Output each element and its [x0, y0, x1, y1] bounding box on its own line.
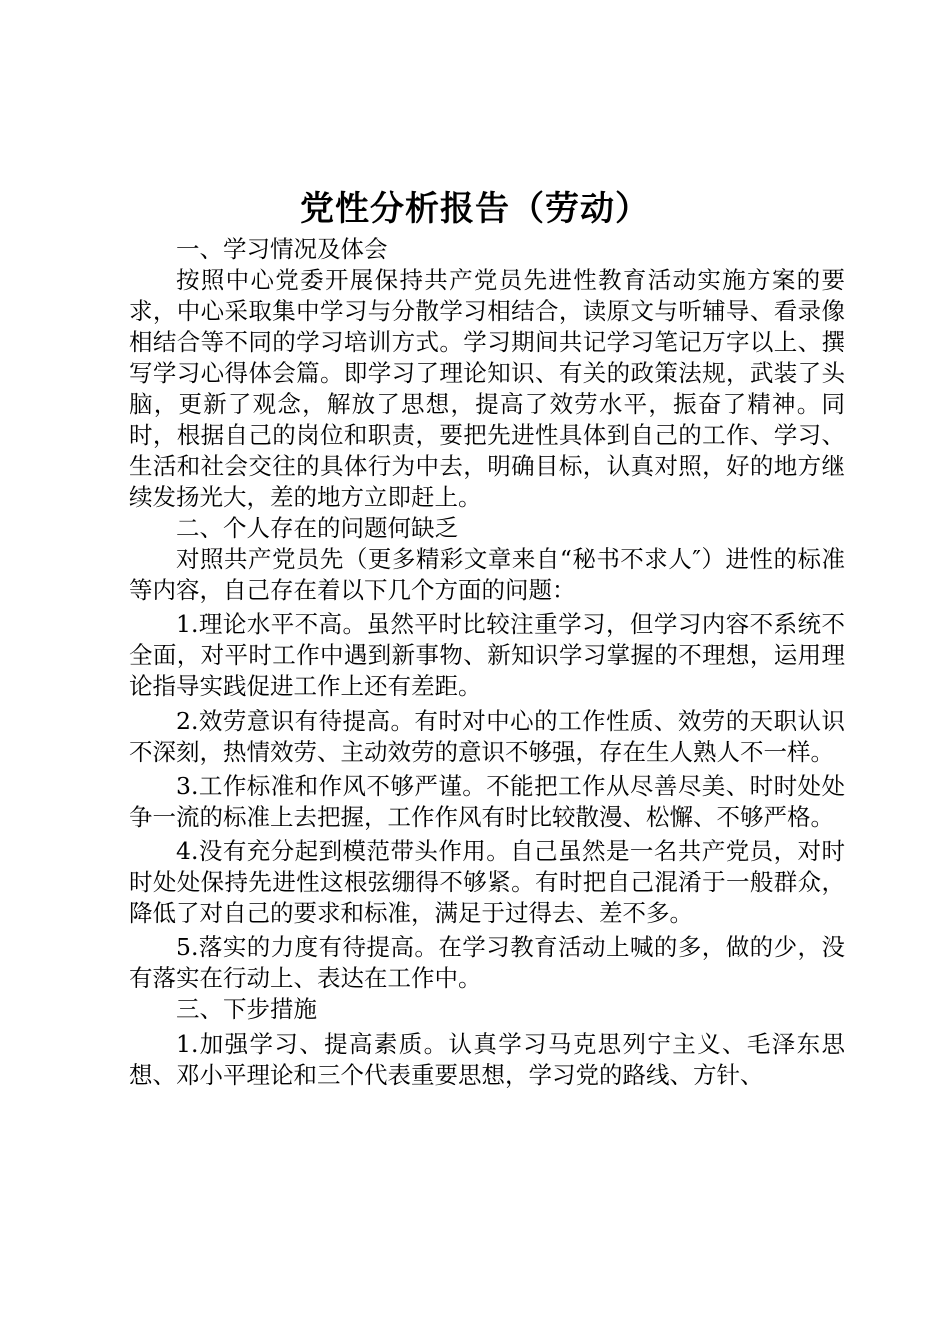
list-item-problem-5: 5.落实的力度有待提高。在学习教育活动上喊的多，做的少，没有落实在行动上、表达在工作中。	[129, 933, 845, 993]
list-item-problem-1: 1.理论水平不高。虽然平时比较注重学习，但学习内容不系统不全面，对平时工作中遇到新事物、新知识学习掌握的不理想，运用理论指导实践促进工作上还有差距。	[129, 610, 845, 701]
section-heading-problems: 二、个人存在的问题何缺乏	[176, 514, 458, 542]
document-body	[129, 234, 845, 1091]
document-title: 党性分析报告（劳动）	[300, 189, 650, 229]
list-item-measure-1: 1.加强学习、提高素质。认真学习马克思列宁主义、毛泽东思想、邓小平理论和三个代表重要思想，学习党的路线、方针、	[129, 1029, 845, 1089]
section-heading-study: 一、学习情况及体会	[176, 235, 388, 263]
list-item-problem-2: 2.效劳意识有待提高。有时对中心的工作性质、效劳的天职认识不深刻，热情效劳、主动效劳的意识不够强，存在生人熟人不一样。	[129, 706, 845, 766]
paragraph-problems-intro: 对照共产党员先（更多精彩文章来自“秘书不求人″）进性的标准等内容，自己存在着以下几个方面的问题：	[129, 545, 845, 604]
list-item-problem-3: 3.工作标准和作风不够严谨。不能把工作从尽善尽美、时时处处争一流的标准上去把握，工作作风有时比较散漫、松懈、不够严格。	[129, 771, 845, 831]
paragraph-study: 按照中心党委开展保持共产党员先进性教育活动实施方案的要求，中心采取集中学习与分散学习相结合，读原文与听辅导、看录像相结合等不同的学习培训方式。学习期间共记学习笔记万字以上、撰写学习心得体会篇。即学习了理论知识、有关的政策法规，武装了头脑，更新了观念，解放了思想，提高了效劳水平，振奋了精神。同时，根据自己的岗位和职责，要把先进性具体到自己的工作、学习、生活和社会交往的具体行为中去，明确目标，认真对照，好的地方继续发扬光大，差的地方立即赶上。	[129, 266, 845, 511]
list-item-problem-4: 4.没有充分起到模范带头作用。自己虽然是一名共产党员，对时时处处保持先进性这根弦绷得不够紧。有时把自己混淆于一般群众，降低了对自己的要求和标准，满足于过得去、差不多。	[129, 837, 845, 928]
section-heading-measures: 三、下步措施	[176, 995, 317, 1024]
